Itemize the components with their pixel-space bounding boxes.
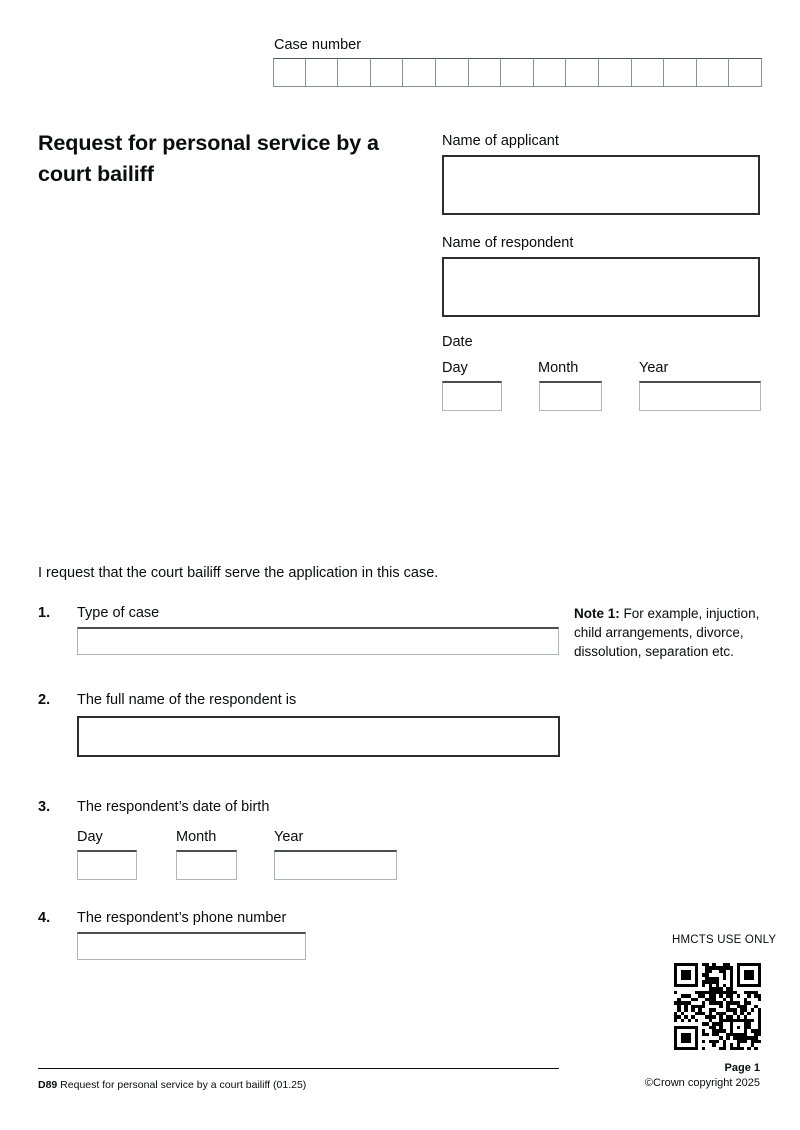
page-number: Page 1 [724, 1062, 760, 1074]
case-number-cell[interactable] [403, 58, 436, 87]
case-number-cell[interactable] [371, 58, 404, 87]
dob-year-field[interactable] [274, 850, 397, 880]
footer-form-description: Request for personal service by a court bailiff (01.25) [57, 1079, 307, 1091]
case-number-cell[interactable] [436, 58, 469, 87]
question-3-label: The respondent’s date of birth [77, 799, 270, 815]
case-number-cell[interactable] [469, 58, 502, 87]
case-number-cell[interactable] [338, 58, 371, 87]
case-number-label: Case number [274, 37, 362, 53]
respondent-name-label: Name of respondent [442, 235, 574, 251]
dob-month-label: Month [176, 829, 217, 845]
question-1-label: Type of case [77, 605, 160, 621]
note-1-text: For example, injuction, child arrangements, divorce, dissolution, separation etc. [574, 606, 760, 660]
date-heading: Date [442, 334, 473, 350]
case-number-cell[interactable] [306, 58, 339, 87]
question-2-label: The full name of the respondent is [77, 692, 297, 708]
case-number-cell[interactable] [632, 58, 665, 87]
question-4-number: 4. [38, 910, 51, 926]
date-year-field[interactable] [639, 381, 761, 411]
qr-code-icon [674, 963, 761, 1050]
date-day-label: Day [442, 360, 468, 376]
note-1-prefix: Note 1: [574, 606, 620, 621]
case-number-cell[interactable] [273, 58, 306, 87]
footer-form-reference [38, 1079, 306, 1093]
date-year-label: Year [639, 360, 669, 376]
dob-day-field[interactable] [77, 850, 137, 880]
case-number-input[interactable] [273, 58, 762, 87]
question-1-number: 1. [38, 605, 51, 621]
question-4-label: The respondent’s phone number [77, 910, 287, 926]
dob-month-field[interactable] [176, 850, 237, 880]
date-day-field[interactable] [442, 381, 502, 411]
case-number-cell[interactable] [501, 58, 534, 87]
page-title: Request for personal service by a court bailiff [38, 131, 379, 186]
applicant-name-field[interactable] [442, 155, 760, 215]
type-of-case-field[interactable] [77, 627, 559, 655]
intro-sentence: I request that the court bailiff serve the application in this case. [38, 565, 439, 581]
dob-day-label: Day [77, 829, 103, 845]
date-month-label: Month [538, 360, 579, 376]
question-3-number: 3. [38, 799, 51, 815]
question-2-number: 2. [38, 692, 51, 708]
date-month-field[interactable] [539, 381, 602, 411]
respondent-full-name-field[interactable] [77, 716, 560, 757]
dob-year-label: Year [274, 829, 304, 845]
footer-form-code: D89 [38, 1079, 58, 1091]
copyright-notice: ©Crown copyright 2025 [644, 1077, 760, 1089]
case-number-cell[interactable] [599, 58, 632, 87]
case-number-cell[interactable] [697, 58, 730, 87]
case-number-cell[interactable] [566, 58, 599, 87]
applicant-name-label: Name of applicant [442, 133, 559, 149]
footer-divider [38, 1068, 559, 1069]
case-number-cell[interactable] [664, 58, 697, 87]
case-number-cell[interactable] [534, 58, 567, 87]
case-number-cell[interactable] [729, 58, 762, 87]
note-1 [574, 604, 766, 661]
respondent-phone-field[interactable] [77, 932, 306, 960]
hmcts-use-only-label: HMCTS USE ONLY [672, 934, 777, 946]
respondent-name-field[interactable] [442, 257, 760, 317]
